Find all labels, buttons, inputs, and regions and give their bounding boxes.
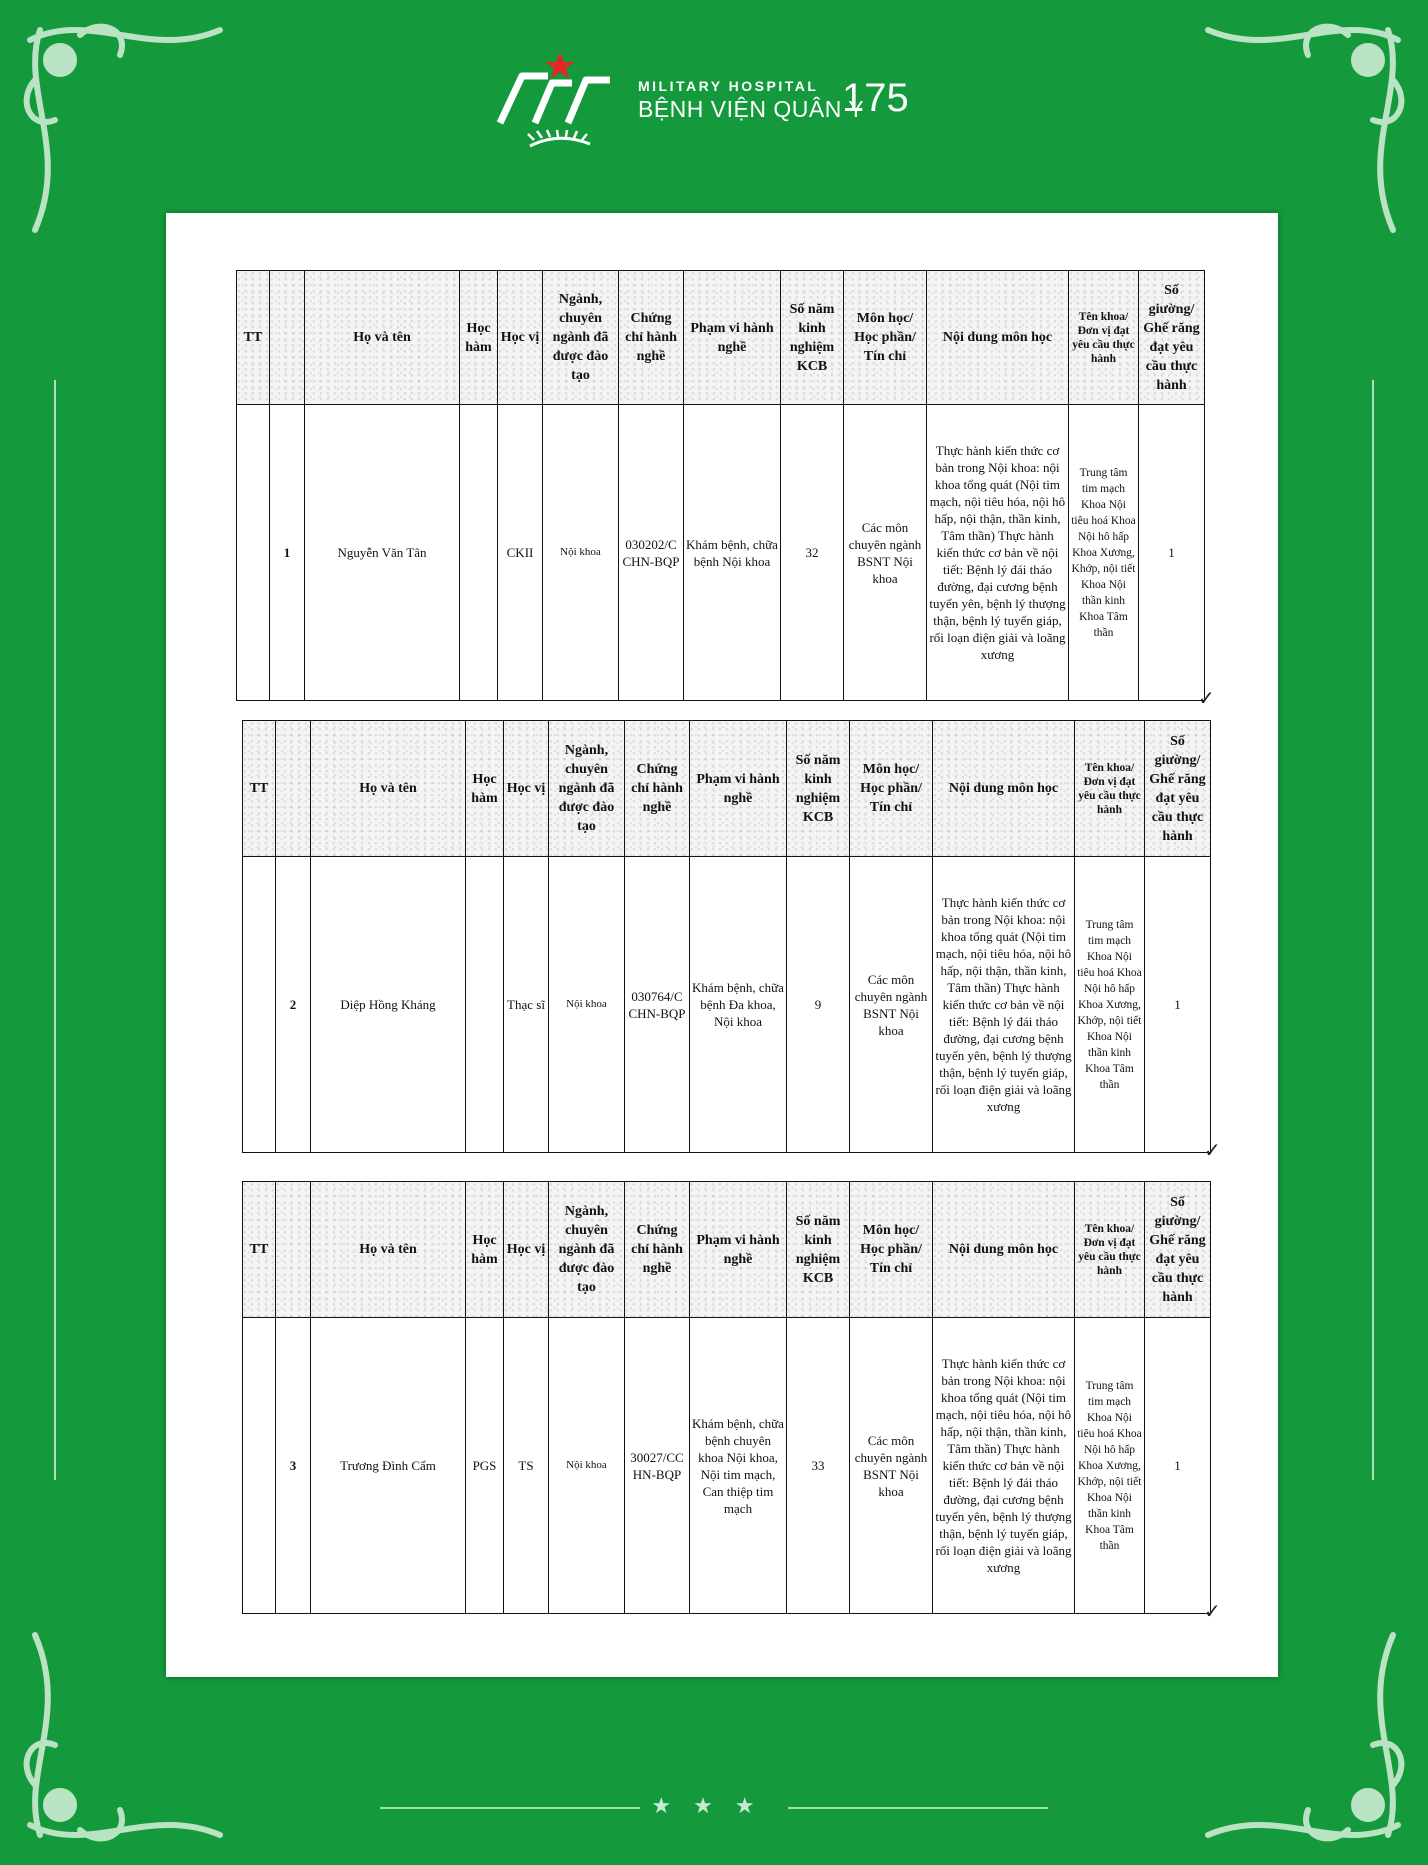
header-so-nam: Số năm kinh nghiệm KCB <box>781 271 844 405</box>
staff-table <box>242 1181 1211 1614</box>
cell-tt-margin <box>237 405 270 701</box>
header-tt: TT <box>243 1182 276 1318</box>
star-row-icon: ★★★ <box>651 1794 777 1819</box>
cell-chung-chi: 30027/CC HN-BQP <box>625 1318 690 1614</box>
cell-name: Nguyễn Văn Tân <box>305 405 460 701</box>
cell-tt: 1 <box>270 405 305 701</box>
header-pham-vi: Phạm vi hành nghề <box>684 271 781 405</box>
header-ten-khoa: Tên khoa/ Đơn vị đạt yêu cầu thực hành <box>1069 271 1139 405</box>
header-so-giuong: Số giường/ Ghế răng đạt yêu cầu thực hành <box>1145 721 1211 857</box>
cell-mon-hoc: Các môn chuyên ngành BSNT Nội khoa <box>850 857 933 1153</box>
header-chung-chi: Chứng chỉ hành nghề <box>625 721 690 857</box>
cell-pham-vi: Khám bệnh, chữa bệnh chuyên khoa Nội khoa, Nội tim mạch, Can thiệp tim mạch <box>690 1318 787 1614</box>
cell-tt: 3 <box>276 1318 311 1614</box>
cell-nganh: Nội khoa <box>549 1318 625 1614</box>
table-header-row <box>237 271 1205 405</box>
cell-tt: 2 <box>276 857 311 1153</box>
header-ten-khoa: Tên khoa/ Đơn vị đạt yêu cầu thực hành <box>1075 1182 1145 1318</box>
header-so-nam: Số năm kinh nghiệm KCB <box>787 721 850 857</box>
cell-pham-vi: Khám bệnh, chữa bệnh Đa khoa, Nội khoa <box>690 857 787 1153</box>
header-mon-hoc: Môn học/ Học phần/ Tín chỉ <box>850 1182 933 1318</box>
cell-hoc-ham <box>460 405 498 701</box>
staff-table <box>242 720 1211 1153</box>
header-hoc-ham: Học hàm <box>460 271 498 405</box>
header-mon-hoc: Môn học/ Học phần/ Tín chỉ <box>850 721 933 857</box>
header-so-giuong: Số giường/ Ghế răng đạt yêu cầu thực hành <box>1139 271 1205 405</box>
table-header-row <box>243 1182 1211 1318</box>
cell-hoc-vi: CKII <box>498 405 543 701</box>
header-name: Họ và tên <box>311 721 466 857</box>
table-row <box>243 1318 1211 1614</box>
cell-hoc-ham: PGS <box>466 1318 504 1614</box>
table-row <box>237 405 1205 701</box>
cell-tt-margin <box>243 857 276 1153</box>
cell-tt-margin <box>243 1318 276 1614</box>
header-blank <box>276 1182 311 1318</box>
header-noi-dung: Nội dung môn học <box>933 721 1075 857</box>
cell-so-giuong: 1 <box>1139 405 1205 701</box>
logo-subtitle: MILITARY HOSPITAL <box>638 78 819 94</box>
header-pham-vi: Phạm vi hành nghề <box>690 721 787 857</box>
cell-noi-dung: Thực hành kiến thức cơ bản trong Nội khoa: nội khoa tổng quát (Nội tim mạch, nội tiêu hóa, nội hô hấp, nội thận, thần kinh, Tâm thần) Thực hành kiến thức cơ bản về nội tiết: Bệnh lý đái tháo đường, đại cương bệnh tuyến yên, bệnh lý thượng thận, bệnh lý tuyến giáp, rối loạn điện giải và loãng xương <box>927 405 1069 701</box>
cell-hoc-vi: Thạc sĩ <box>504 857 549 1153</box>
cell-name: Diệp Hồng Kháng <box>311 857 466 1153</box>
cell-mon-hoc: Các môn chuyên ngành BSNT Nội khoa <box>850 1318 933 1614</box>
cell-so-nam: 32 <box>781 405 844 701</box>
cell-ten-khoa: Trung tâm tim mạch Khoa Nội tiêu hoá Khoa Nội hô hấp Khoa Xương, Khớp, nội tiết Khoa Nội thần kinh Khoa Tâm thần <box>1075 1318 1145 1614</box>
header-chung-chi: Chứng chỉ hành nghề <box>619 271 684 405</box>
cell-noi-dung: Thực hành kiến thức cơ bản trong Nội khoa: nội khoa tổng quát (Nội tim mạch, nội tiêu hóa, nội hô hấp, nội thận, thần kinh, Tâm thần) Thực hành kiến thức cơ bản về nội tiết: Bệnh lý đái tháo đường, đại cương bệnh tuyến yên, bệnh lý thượng thận, bệnh lý tuyến giáp, rối loạn điện giải và loãng xương <box>933 857 1075 1153</box>
header-hoc-ham: Học hàm <box>466 1182 504 1318</box>
frame-line-left <box>54 380 56 1480</box>
cell-hoc-vi: TS <box>504 1318 549 1614</box>
header-pham-vi: Phạm vi hành nghề <box>690 1182 787 1318</box>
header-noi-dung: Nội dung môn học <box>927 271 1069 405</box>
cell-so-giuong: 1 <box>1145 1318 1211 1614</box>
header-name: Họ và tên <box>311 1182 466 1318</box>
header-blank <box>270 271 305 405</box>
cell-name: Trương Đình Cẩm <box>311 1318 466 1614</box>
logo-title: BỆNH VIỆN QUÂN Y <box>638 96 865 122</box>
table-row <box>243 857 1211 1153</box>
hospital-logo <box>490 48 920 158</box>
cell-so-nam: 33 <box>787 1318 850 1614</box>
cell-ten-khoa: Trung tâm tim mạch Khoa Nội tiêu hoá Khoa Nội hô hấp Khoa Xương, Khớp, nội tiết Khoa Nội thần kinh Khoa Tâm thần <box>1075 857 1145 1153</box>
cell-nganh: Nội khoa <box>543 405 619 701</box>
table-header-row <box>243 721 1211 857</box>
cell-hoc-ham <box>466 857 504 1153</box>
document-page <box>166 213 1278 1677</box>
header-hoc-vi: Học vị <box>504 721 549 857</box>
header-tt: TT <box>237 271 270 405</box>
header-hoc-vi: Học vị <box>498 271 543 405</box>
header-chung-chi: Chứng chỉ hành nghề <box>625 1182 690 1318</box>
header-name: Họ và tên <box>305 271 460 405</box>
cell-ten-khoa: Trung tâm tim mạch Khoa Nội tiêu hoá Khoa Nội hô hấp Khoa Xương, Khớp, nội tiết Khoa Nội thần kinh Khoa Tâm thần <box>1069 405 1139 701</box>
header-hoc-ham: Học hàm <box>466 721 504 857</box>
header-nganh: Ngành, chuyên ngành đã được đào tạo <box>543 271 619 405</box>
header-blank <box>276 721 311 857</box>
header-nganh: Ngành, chuyên ngành đã được đào tạo <box>549 721 625 857</box>
frame-line-right <box>1372 380 1374 1480</box>
logo-number: 175 <box>842 76 909 120</box>
cell-so-nam: 9 <box>787 857 850 1153</box>
staff-table <box>236 270 1205 701</box>
header-tt: TT <box>243 721 276 857</box>
cell-noi-dung: Thực hành kiến thức cơ bản trong Nội khoa: nội khoa tổng quát (Nội tim mạch, nội tiêu hóa, nội hô hấp, nội thận, thần kinh, Tâm thần) Thực hành kiến thức cơ bản về nội tiết: Bệnh lý đái tháo đường, đại cương bệnh tuyến yên, bệnh lý thượng thận, bệnh lý tuyến giáp, rối loạn điện giải và loãng xương <box>933 1318 1075 1614</box>
cell-chung-chi: 030764/C CHN-BQP <box>625 857 690 1153</box>
logo-mark-icon <box>490 48 620 158</box>
header-so-nam: Số năm kinh nghiệm KCB <box>787 1182 850 1318</box>
cell-mon-hoc: Các môn chuyên ngành BSNT Nội khoa <box>844 405 927 701</box>
header-noi-dung: Nội dung môn học <box>933 1182 1075 1318</box>
signature-tick-icon: ✓ <box>1198 686 1215 710</box>
header-hoc-vi: Học vị <box>504 1182 549 1318</box>
cell-pham-vi: Khám bệnh, chữa bệnh Nội khoa <box>684 405 781 701</box>
cell-so-giuong: 1 <box>1145 857 1211 1153</box>
header-so-giuong: Số giường/ Ghế răng đạt yêu cầu thực hành <box>1145 1182 1211 1318</box>
header-mon-hoc: Môn học/ Học phần/ Tín chỉ <box>844 271 927 405</box>
cell-nganh: Nội khoa <box>549 857 625 1153</box>
header-nganh: Ngành, chuyên ngành đã được đào tạo <box>549 1182 625 1318</box>
cell-chung-chi: 030202/C CHN-BQP <box>619 405 684 701</box>
header-ten-khoa: Tên khoa/ Đơn vị đạt yêu cầu thực hành <box>1075 721 1145 857</box>
signature-tick-icon: ✓ <box>1204 1138 1221 1162</box>
signature-tick-icon: ✓ <box>1204 1599 1221 1623</box>
